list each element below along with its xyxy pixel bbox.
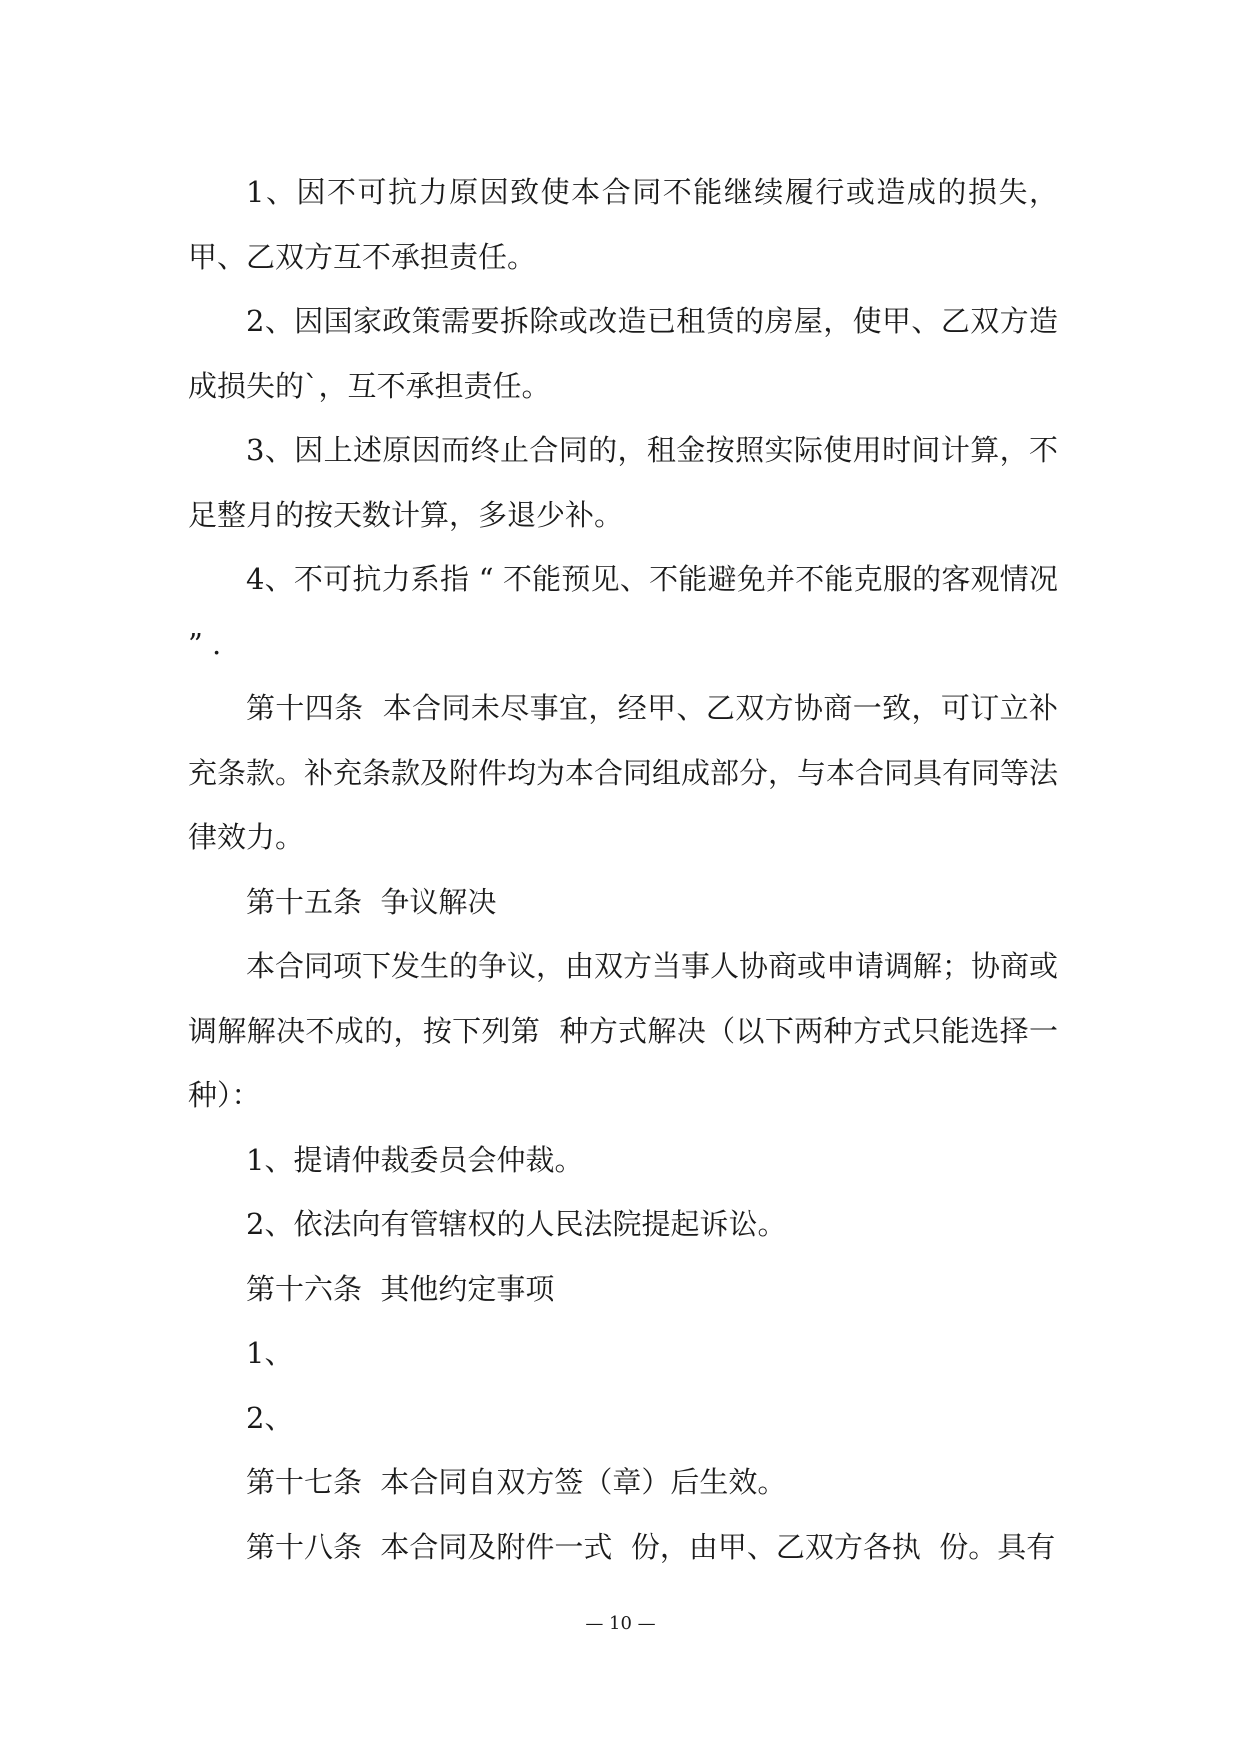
article-16-heading: 第十六条 其他约定事项 bbox=[246, 1271, 555, 1306]
dispute-option-1: 1、提请仲裁委员会仲裁。 bbox=[246, 1142, 584, 1177]
clause-force-majeure-4: 4、不可抗力系指 “ 不能预见、不能避免并不能克服的客观情况 ” . bbox=[188, 562, 1068, 661]
article-15-heading: 第十五条 争议解决 bbox=[246, 884, 497, 919]
clause-force-majeure-2: 2、因国家政策需要拆除或改造已租赁的房屋，使甲、乙双方造成损失的`，互不承担责任。 bbox=[188, 304, 1058, 403]
article-14: 第十四条 本合同未尽事宜，经甲、乙双方协商一致，可订立补充条款。补充条款及附件均为本合同组成部分，与本合同具有同等法律效力。 bbox=[188, 691, 1059, 854]
article-18: 第十八条 本合同及附件一式 份，由甲、乙双方各执 份。具有 bbox=[246, 1529, 1056, 1564]
clause-force-majeure-1: 1、因不可抗力原因致使本合同不能继续履行或造成的损失，甲、乙双方互不承担责任。 bbox=[188, 175, 1058, 274]
other-matter-1: 1、 bbox=[246, 1336, 294, 1370]
dispute-option-2: 2、依法向有管辖权的人民法院提起诉讼。 bbox=[246, 1207, 787, 1241]
document-body bbox=[188, 160, 1068, 1579]
page-number: — 10 — bbox=[585, 1613, 656, 1634]
article-15-body: 本合同项下发生的争议，由双方当事人协商或申请调解；协商或调解解决不成的，按下列第 种方式解决（以下两种方式只能选择一种）： bbox=[188, 949, 1059, 1112]
clause-force-majeure-3: 3、因上述原因而终止合同的，租金按照实际使用时间计算，不足整月的按天数计算，多退少补。 bbox=[188, 433, 1058, 532]
article-17: 第十七条 本合同自双方签（章）后生效。 bbox=[246, 1465, 787, 1499]
other-matter-2: 2、 bbox=[246, 1400, 294, 1435]
